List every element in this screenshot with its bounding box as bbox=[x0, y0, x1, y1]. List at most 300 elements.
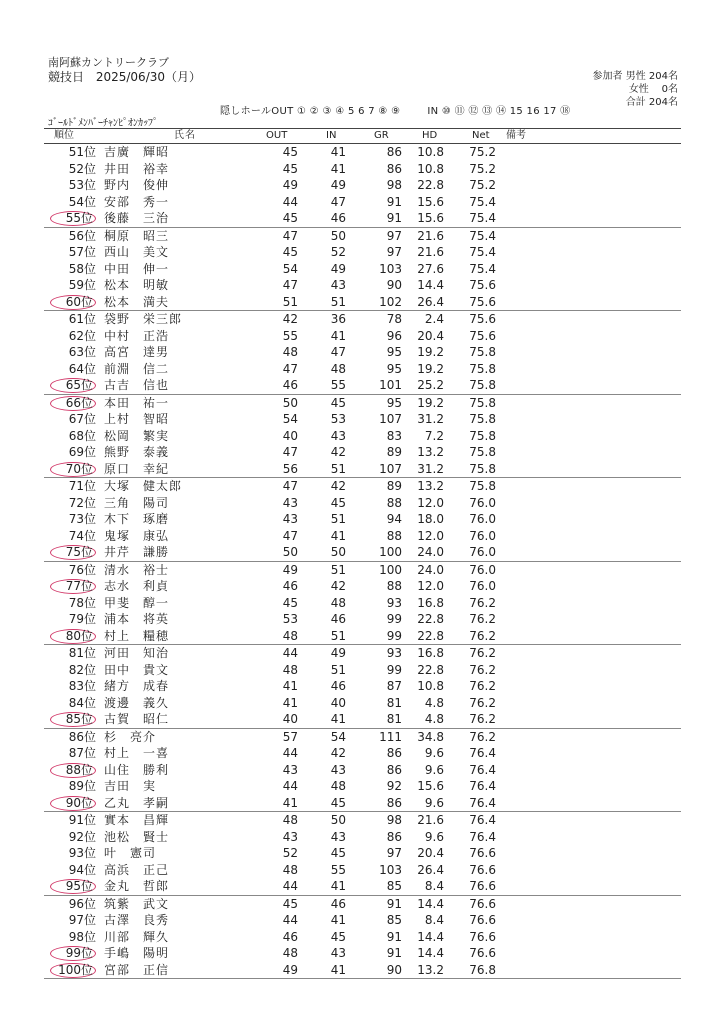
cell-gr: 103 bbox=[379, 261, 402, 276]
cell-out: 57 bbox=[282, 729, 298, 744]
cell-name: 手嶋 陽明 bbox=[104, 946, 170, 960]
cell-gr: 98 bbox=[386, 813, 402, 827]
cell-gr: 93 bbox=[386, 646, 402, 660]
competition-name: ｺﾞｰﾙﾄﾞﾒﾝﾊﾞｰﾁｬﾝﾋﾟｵﾝｶｯﾌﾟ bbox=[48, 118, 158, 129]
cell-gr: 86 bbox=[386, 746, 402, 760]
cell-net: 76.6 bbox=[469, 846, 496, 860]
cell-hd: 10.8 bbox=[417, 145, 444, 159]
cell-hd: 13.2 bbox=[417, 962, 444, 977]
cell-name: 川部 輝久 bbox=[104, 929, 170, 944]
cell-in: 42 bbox=[330, 746, 346, 760]
table-row bbox=[44, 328, 681, 345]
participants-label: 参加者 bbox=[592, 71, 623, 82]
cell-rank: 80位 bbox=[50, 629, 96, 644]
cell-in: 46 bbox=[330, 896, 346, 911]
cell-in: 49 bbox=[330, 261, 346, 276]
cell-in: 55 bbox=[330, 378, 346, 392]
cell-rank: 83位 bbox=[68, 679, 96, 693]
female-count: 0名 bbox=[661, 84, 678, 95]
cell-rank: 98位 bbox=[68, 929, 96, 944]
table-row bbox=[44, 645, 681, 662]
cell-rank: 78位 bbox=[68, 595, 96, 610]
cell-in: 47 bbox=[330, 345, 346, 359]
female-label: 女性 bbox=[628, 84, 649, 95]
cell-in: 45 bbox=[330, 795, 346, 810]
cell-out: 40 bbox=[282, 712, 298, 726]
table-row bbox=[44, 210, 681, 228]
cell-rank: 88位 bbox=[50, 763, 96, 778]
cell-rank: 91位 bbox=[68, 813, 96, 827]
cell-rank: 56位 bbox=[68, 228, 96, 243]
cell-hd: 22.8 bbox=[417, 612, 444, 626]
cell-name: 桐原 昭三 bbox=[104, 228, 170, 243]
cell-in: 43 bbox=[330, 829, 346, 844]
cell-net: 75.8 bbox=[469, 428, 496, 443]
cell-gr: 85 bbox=[386, 879, 402, 893]
date-value: 2025/06/30（月） bbox=[95, 70, 202, 84]
cell-hd: 2.4 bbox=[424, 312, 444, 326]
cell-net: 75.8 bbox=[469, 345, 496, 359]
cell-gr: 107 bbox=[379, 461, 402, 476]
cell-out: 44 bbox=[282, 779, 298, 793]
cell-name: 實本 昌輝 bbox=[104, 813, 170, 827]
cell-in: 43 bbox=[330, 428, 346, 443]
cell-net: 76.0 bbox=[469, 495, 496, 510]
cell-in: 51 bbox=[330, 562, 346, 577]
cell-name: 高宮 達男 bbox=[104, 345, 170, 359]
cell-gr: 100 bbox=[379, 562, 402, 577]
cell-gr: 107 bbox=[379, 412, 402, 426]
cell-gr: 101 bbox=[379, 378, 402, 392]
cell-gr: 92 bbox=[386, 779, 402, 793]
cell-name: 原口 幸紀 bbox=[104, 461, 170, 476]
cell-name: 宮部 正信 bbox=[104, 962, 170, 977]
cell-gr: 97 bbox=[386, 245, 402, 259]
cell-name: 西山 美文 bbox=[104, 245, 170, 259]
cell-in: 47 bbox=[330, 194, 346, 209]
cell-out: 46 bbox=[282, 378, 298, 392]
cell-hd: 21.6 bbox=[417, 228, 444, 243]
cell-rank: 99位 bbox=[50, 946, 96, 961]
cell-net: 75.2 bbox=[469, 145, 496, 159]
hidden-in-label: IN bbox=[427, 106, 439, 117]
cell-out: 56 bbox=[282, 461, 298, 476]
cell-gr: 99 bbox=[386, 662, 402, 677]
cell-net: 76.6 bbox=[469, 913, 496, 927]
cell-in: 46 bbox=[330, 612, 346, 626]
table-row bbox=[44, 812, 681, 829]
total-count: 204名 bbox=[648, 97, 678, 108]
table-row bbox=[44, 611, 681, 628]
table-row bbox=[44, 161, 681, 178]
cell-gr: 89 bbox=[386, 445, 402, 459]
cell-rank: 94位 bbox=[68, 862, 96, 877]
cell-rank: 61位 bbox=[68, 312, 96, 326]
cell-net: 75.4 bbox=[469, 194, 496, 209]
cell-rank: 53位 bbox=[68, 178, 96, 192]
table-row bbox=[44, 277, 681, 294]
table-row bbox=[44, 344, 681, 361]
cell-net: 76.2 bbox=[469, 662, 496, 677]
cell-net: 76.0 bbox=[469, 545, 496, 559]
cell-name: 清水 裕士 bbox=[104, 562, 170, 577]
cell-out: 48 bbox=[282, 946, 298, 960]
cell-hd: 16.8 bbox=[417, 595, 444, 610]
male-count: 204名 bbox=[648, 71, 678, 82]
cell-hd: 22.8 bbox=[417, 628, 444, 643]
cell-out: 48 bbox=[282, 345, 298, 359]
cell-name: 上村 智昭 bbox=[104, 412, 170, 426]
cell-rank: 81位 bbox=[68, 646, 96, 660]
cell-net: 75.4 bbox=[469, 211, 496, 225]
cell-gr: 86 bbox=[386, 145, 402, 159]
table-row bbox=[44, 395, 681, 412]
participant-stats bbox=[593, 70, 678, 109]
cell-rank: 82位 bbox=[68, 662, 96, 677]
cell-gr: 86 bbox=[386, 161, 402, 176]
cell-name: 井田 裕幸 bbox=[104, 161, 170, 176]
cell-net: 76.2 bbox=[469, 679, 496, 693]
cell-out: 44 bbox=[282, 746, 298, 760]
cell-net: 75.6 bbox=[469, 328, 496, 343]
cell-hd: 9.6 bbox=[424, 746, 444, 760]
cell-hd: 12.0 bbox=[417, 579, 444, 593]
cell-out: 48 bbox=[282, 662, 298, 677]
table-row bbox=[44, 896, 681, 913]
table-row bbox=[44, 261, 681, 278]
cell-out: 44 bbox=[282, 879, 298, 893]
cell-rank: 52位 bbox=[68, 161, 96, 176]
cell-net: 76.6 bbox=[469, 879, 496, 893]
cell-gr: 97 bbox=[386, 846, 402, 860]
cell-name: 渡邊 義久 bbox=[104, 695, 170, 710]
cell-name: 中田 伸一 bbox=[104, 261, 170, 276]
cell-rank: 68位 bbox=[68, 428, 96, 443]
cell-hd: 25.2 bbox=[417, 378, 444, 392]
cell-out: 44 bbox=[282, 194, 298, 209]
cell-out: 49 bbox=[282, 962, 298, 977]
cell-rank: 58位 bbox=[68, 261, 96, 276]
table-row bbox=[44, 628, 681, 646]
cell-rank: 96位 bbox=[68, 896, 96, 911]
cell-rank: 74位 bbox=[68, 528, 96, 543]
cell-out: 41 bbox=[282, 679, 298, 693]
cell-hd: 7.2 bbox=[424, 428, 444, 443]
cell-hd: 22.8 bbox=[417, 662, 444, 677]
cell-hd: 14.4 bbox=[417, 278, 444, 292]
cell-out: 46 bbox=[282, 579, 298, 593]
col-note: 備考 bbox=[506, 130, 526, 141]
cell-in: 43 bbox=[330, 278, 346, 292]
cell-gr: 85 bbox=[386, 913, 402, 927]
cell-net: 76.2 bbox=[469, 595, 496, 610]
cell-name: 村上 糧穂 bbox=[104, 628, 170, 643]
table-row bbox=[44, 945, 681, 962]
cell-gr: 111 bbox=[379, 729, 402, 744]
cell-out: 43 bbox=[282, 762, 298, 777]
cell-net: 76.6 bbox=[469, 929, 496, 944]
cell-out: 45 bbox=[282, 211, 298, 225]
cell-in: 41 bbox=[330, 913, 346, 927]
cell-out: 40 bbox=[282, 428, 298, 443]
col-out: OUT bbox=[266, 130, 288, 141]
cell-gr: 88 bbox=[386, 579, 402, 593]
cell-in: 40 bbox=[330, 695, 346, 710]
cell-name: 浦本 将英 bbox=[104, 612, 170, 626]
cell-out: 51 bbox=[282, 294, 298, 309]
cell-out: 50 bbox=[282, 545, 298, 559]
cell-in: 50 bbox=[330, 813, 346, 827]
cell-rank: 54位 bbox=[68, 194, 96, 209]
cell-hd: 9.6 bbox=[424, 762, 444, 777]
cell-gr: 95 bbox=[386, 361, 402, 376]
cell-net: 75.6 bbox=[469, 312, 496, 326]
cell-gr: 95 bbox=[386, 395, 402, 410]
cell-out: 48 bbox=[282, 628, 298, 643]
cell-in: 51 bbox=[330, 662, 346, 677]
cell-out: 55 bbox=[282, 328, 298, 343]
table-row bbox=[44, 695, 681, 712]
cell-hd: 15.6 bbox=[417, 779, 444, 793]
cell-rank: 63位 bbox=[68, 345, 96, 359]
cell-name: 野内 俊伸 bbox=[104, 178, 170, 192]
cell-net: 75.2 bbox=[469, 178, 496, 192]
cell-name: 杉 亮介 bbox=[104, 729, 157, 744]
cell-hd: 21.6 bbox=[417, 813, 444, 827]
cell-rank: 100位 bbox=[50, 963, 96, 978]
cell-net: 76.2 bbox=[469, 646, 496, 660]
table-row bbox=[44, 478, 681, 495]
cell-hd: 4.8 bbox=[424, 695, 444, 710]
cell-rank: 65位 bbox=[50, 378, 96, 393]
col-name: 氏名 bbox=[174, 130, 196, 141]
cell-in: 48 bbox=[330, 779, 346, 793]
cell-rank: 79位 bbox=[68, 612, 96, 626]
cell-name: 古賀 昭仁 bbox=[104, 712, 170, 726]
cell-gr: 94 bbox=[386, 512, 402, 526]
cell-net: 75.6 bbox=[469, 294, 496, 309]
cell-gr: 99 bbox=[386, 612, 402, 626]
cell-rank: 67位 bbox=[68, 412, 96, 426]
cell-in: 41 bbox=[330, 528, 346, 543]
hidden-in-holes: ⑩ ⑪ ⑫ ⑬ ⑭ 15 16 17 ⑱ bbox=[441, 106, 571, 117]
table-row bbox=[44, 361, 681, 378]
cell-name: 中村 正浩 bbox=[104, 328, 170, 343]
cell-in: 43 bbox=[330, 762, 346, 777]
cell-hd: 26.4 bbox=[417, 862, 444, 877]
cell-gr: 78 bbox=[386, 312, 402, 326]
cell-net: 75.2 bbox=[469, 161, 496, 176]
table-row bbox=[44, 678, 681, 695]
cell-rank: 87位 bbox=[68, 746, 96, 760]
cell-name: 山住 勝利 bbox=[104, 762, 170, 777]
table-row bbox=[44, 878, 681, 896]
cell-hd: 19.2 bbox=[417, 345, 444, 359]
cell-hd: 20.4 bbox=[417, 328, 444, 343]
cell-gr: 81 bbox=[386, 712, 402, 726]
cell-out: 49 bbox=[282, 562, 298, 577]
cell-rank: 77位 bbox=[50, 579, 96, 594]
cell-out: 48 bbox=[282, 813, 298, 827]
cell-hd: 16.8 bbox=[417, 646, 444, 660]
cell-name: 緒方 成春 bbox=[104, 679, 170, 693]
cell-in: 46 bbox=[330, 679, 346, 693]
cell-name: 乙丸 孝嗣 bbox=[104, 795, 170, 810]
table-row bbox=[44, 795, 681, 813]
table-row bbox=[44, 662, 681, 679]
cell-in: 48 bbox=[330, 595, 346, 610]
cell-net: 76.6 bbox=[469, 946, 496, 960]
cell-rank: 93位 bbox=[68, 846, 96, 860]
cell-gr: 99 bbox=[386, 628, 402, 643]
total-label: 合計 bbox=[625, 97, 646, 108]
cell-gr: 91 bbox=[386, 929, 402, 944]
cell-rank: 71位 bbox=[68, 479, 96, 493]
cell-name: 池松 賢士 bbox=[104, 829, 170, 844]
cell-gr: 81 bbox=[386, 695, 402, 710]
table-row bbox=[44, 495, 681, 512]
hidden-out-label: 隠しホールOUT bbox=[220, 106, 294, 117]
table-row bbox=[44, 377, 681, 395]
cell-net: 75.4 bbox=[469, 245, 496, 259]
cell-in: 51 bbox=[330, 512, 346, 526]
cell-in: 43 bbox=[330, 946, 346, 960]
cell-name: 安部 秀一 bbox=[104, 194, 170, 209]
cell-in: 45 bbox=[330, 929, 346, 944]
table-row bbox=[44, 177, 681, 194]
table-row bbox=[44, 428, 681, 445]
cell-hd: 12.0 bbox=[417, 528, 444, 543]
cell-rank: 90位 bbox=[50, 796, 96, 811]
cell-rank: 55位 bbox=[50, 211, 96, 226]
cell-in: 54 bbox=[330, 729, 346, 744]
table-row bbox=[44, 762, 681, 779]
cell-net: 75.8 bbox=[469, 395, 496, 410]
cell-gr: 86 bbox=[386, 762, 402, 777]
cell-hd: 34.8 bbox=[417, 729, 444, 744]
cell-rank: 75位 bbox=[50, 545, 96, 560]
table-row bbox=[44, 595, 681, 612]
cell-in: 50 bbox=[330, 228, 346, 243]
cell-gr: 96 bbox=[386, 328, 402, 343]
cell-name: 筑紫 武文 bbox=[104, 896, 170, 911]
table-row bbox=[44, 244, 681, 261]
cell-gr: 86 bbox=[386, 795, 402, 810]
cell-name: 木下 琢磨 bbox=[104, 512, 170, 526]
competition-date bbox=[48, 68, 201, 85]
cell-net: 76.4 bbox=[469, 762, 496, 777]
cell-in: 52 bbox=[330, 245, 346, 259]
cell-name: 松本 満夫 bbox=[104, 294, 170, 309]
cell-in: 51 bbox=[330, 294, 346, 309]
cell-gr: 91 bbox=[386, 194, 402, 209]
cell-rank: 76位 bbox=[68, 562, 96, 577]
cell-gr: 102 bbox=[379, 294, 402, 309]
col-net: Net bbox=[472, 130, 490, 141]
cell-out: 46 bbox=[282, 929, 298, 944]
hidden-holes bbox=[220, 102, 570, 117]
cell-net: 75.8 bbox=[469, 445, 496, 459]
cell-out: 50 bbox=[282, 395, 298, 410]
cell-in: 41 bbox=[330, 712, 346, 726]
cell-hd: 8.4 bbox=[424, 913, 444, 927]
cell-out: 47 bbox=[282, 479, 298, 493]
cell-gr: 86 bbox=[386, 829, 402, 844]
cell-net: 76.0 bbox=[469, 528, 496, 543]
cell-name: 古澤 良秀 bbox=[104, 913, 170, 927]
cell-rank: 66位 bbox=[50, 396, 96, 411]
cell-out: 48 bbox=[282, 862, 298, 877]
cell-net: 75.8 bbox=[469, 479, 496, 493]
cell-in: 49 bbox=[330, 646, 346, 660]
cell-name: 村上 一喜 bbox=[104, 746, 170, 760]
cell-rank: 70位 bbox=[50, 462, 96, 477]
cell-rank: 60位 bbox=[50, 295, 96, 310]
cell-out: 47 bbox=[282, 528, 298, 543]
cell-out: 47 bbox=[282, 228, 298, 243]
cell-rank: 89位 bbox=[68, 779, 96, 793]
cell-in: 41 bbox=[330, 328, 346, 343]
cell-hd: 9.6 bbox=[424, 829, 444, 844]
cell-in: 48 bbox=[330, 361, 346, 376]
cell-out: 43 bbox=[282, 829, 298, 844]
cell-net: 76.0 bbox=[469, 579, 496, 593]
cell-gr: 83 bbox=[386, 428, 402, 443]
cell-hd: 22.8 bbox=[417, 178, 444, 192]
cell-out: 41 bbox=[282, 795, 298, 810]
cell-hd: 18.0 bbox=[417, 512, 444, 526]
cell-hd: 4.8 bbox=[424, 712, 444, 726]
cell-hd: 15.6 bbox=[417, 194, 444, 209]
cell-hd: 10.8 bbox=[417, 161, 444, 176]
cell-gr: 93 bbox=[386, 595, 402, 610]
table-row bbox=[44, 194, 681, 211]
table-row bbox=[44, 862, 681, 879]
cell-net: 75.6 bbox=[469, 278, 496, 292]
table-row bbox=[44, 829, 681, 846]
cell-in: 53 bbox=[330, 412, 346, 426]
cell-out: 44 bbox=[282, 646, 298, 660]
cell-name: 志水 利貞 bbox=[104, 579, 170, 593]
col-hd: HD bbox=[422, 130, 438, 141]
cell-in: 41 bbox=[330, 145, 346, 159]
cell-hd: 24.0 bbox=[417, 562, 444, 577]
cell-net: 75.8 bbox=[469, 361, 496, 376]
table-row bbox=[44, 528, 681, 545]
cell-hd: 14.4 bbox=[417, 896, 444, 911]
cell-rank: 57位 bbox=[68, 245, 96, 259]
cell-out: 44 bbox=[282, 913, 298, 927]
cell-gr: 95 bbox=[386, 345, 402, 359]
col-gr: GR bbox=[374, 130, 389, 141]
cell-net: 76.2 bbox=[469, 712, 496, 726]
cell-out: 45 bbox=[282, 161, 298, 176]
table-row bbox=[44, 778, 681, 795]
cell-net: 75.4 bbox=[469, 261, 496, 276]
cell-in: 45 bbox=[330, 846, 346, 860]
male-label: 男性 bbox=[625, 71, 646, 82]
cell-in: 36 bbox=[330, 312, 346, 326]
table-row bbox=[44, 562, 681, 579]
cell-out: 43 bbox=[282, 495, 298, 510]
cell-name: 熊野 泰義 bbox=[104, 445, 170, 459]
cell-net: 76.2 bbox=[469, 695, 496, 710]
cell-hd: 12.0 bbox=[417, 495, 444, 510]
cell-net: 75.8 bbox=[469, 378, 496, 392]
cell-hd: 9.6 bbox=[424, 795, 444, 810]
cell-net: 76.0 bbox=[469, 512, 496, 526]
hidden-out-holes: ① ② ③ ④ 5 6 7 ⑧ ⑨ bbox=[296, 106, 401, 117]
